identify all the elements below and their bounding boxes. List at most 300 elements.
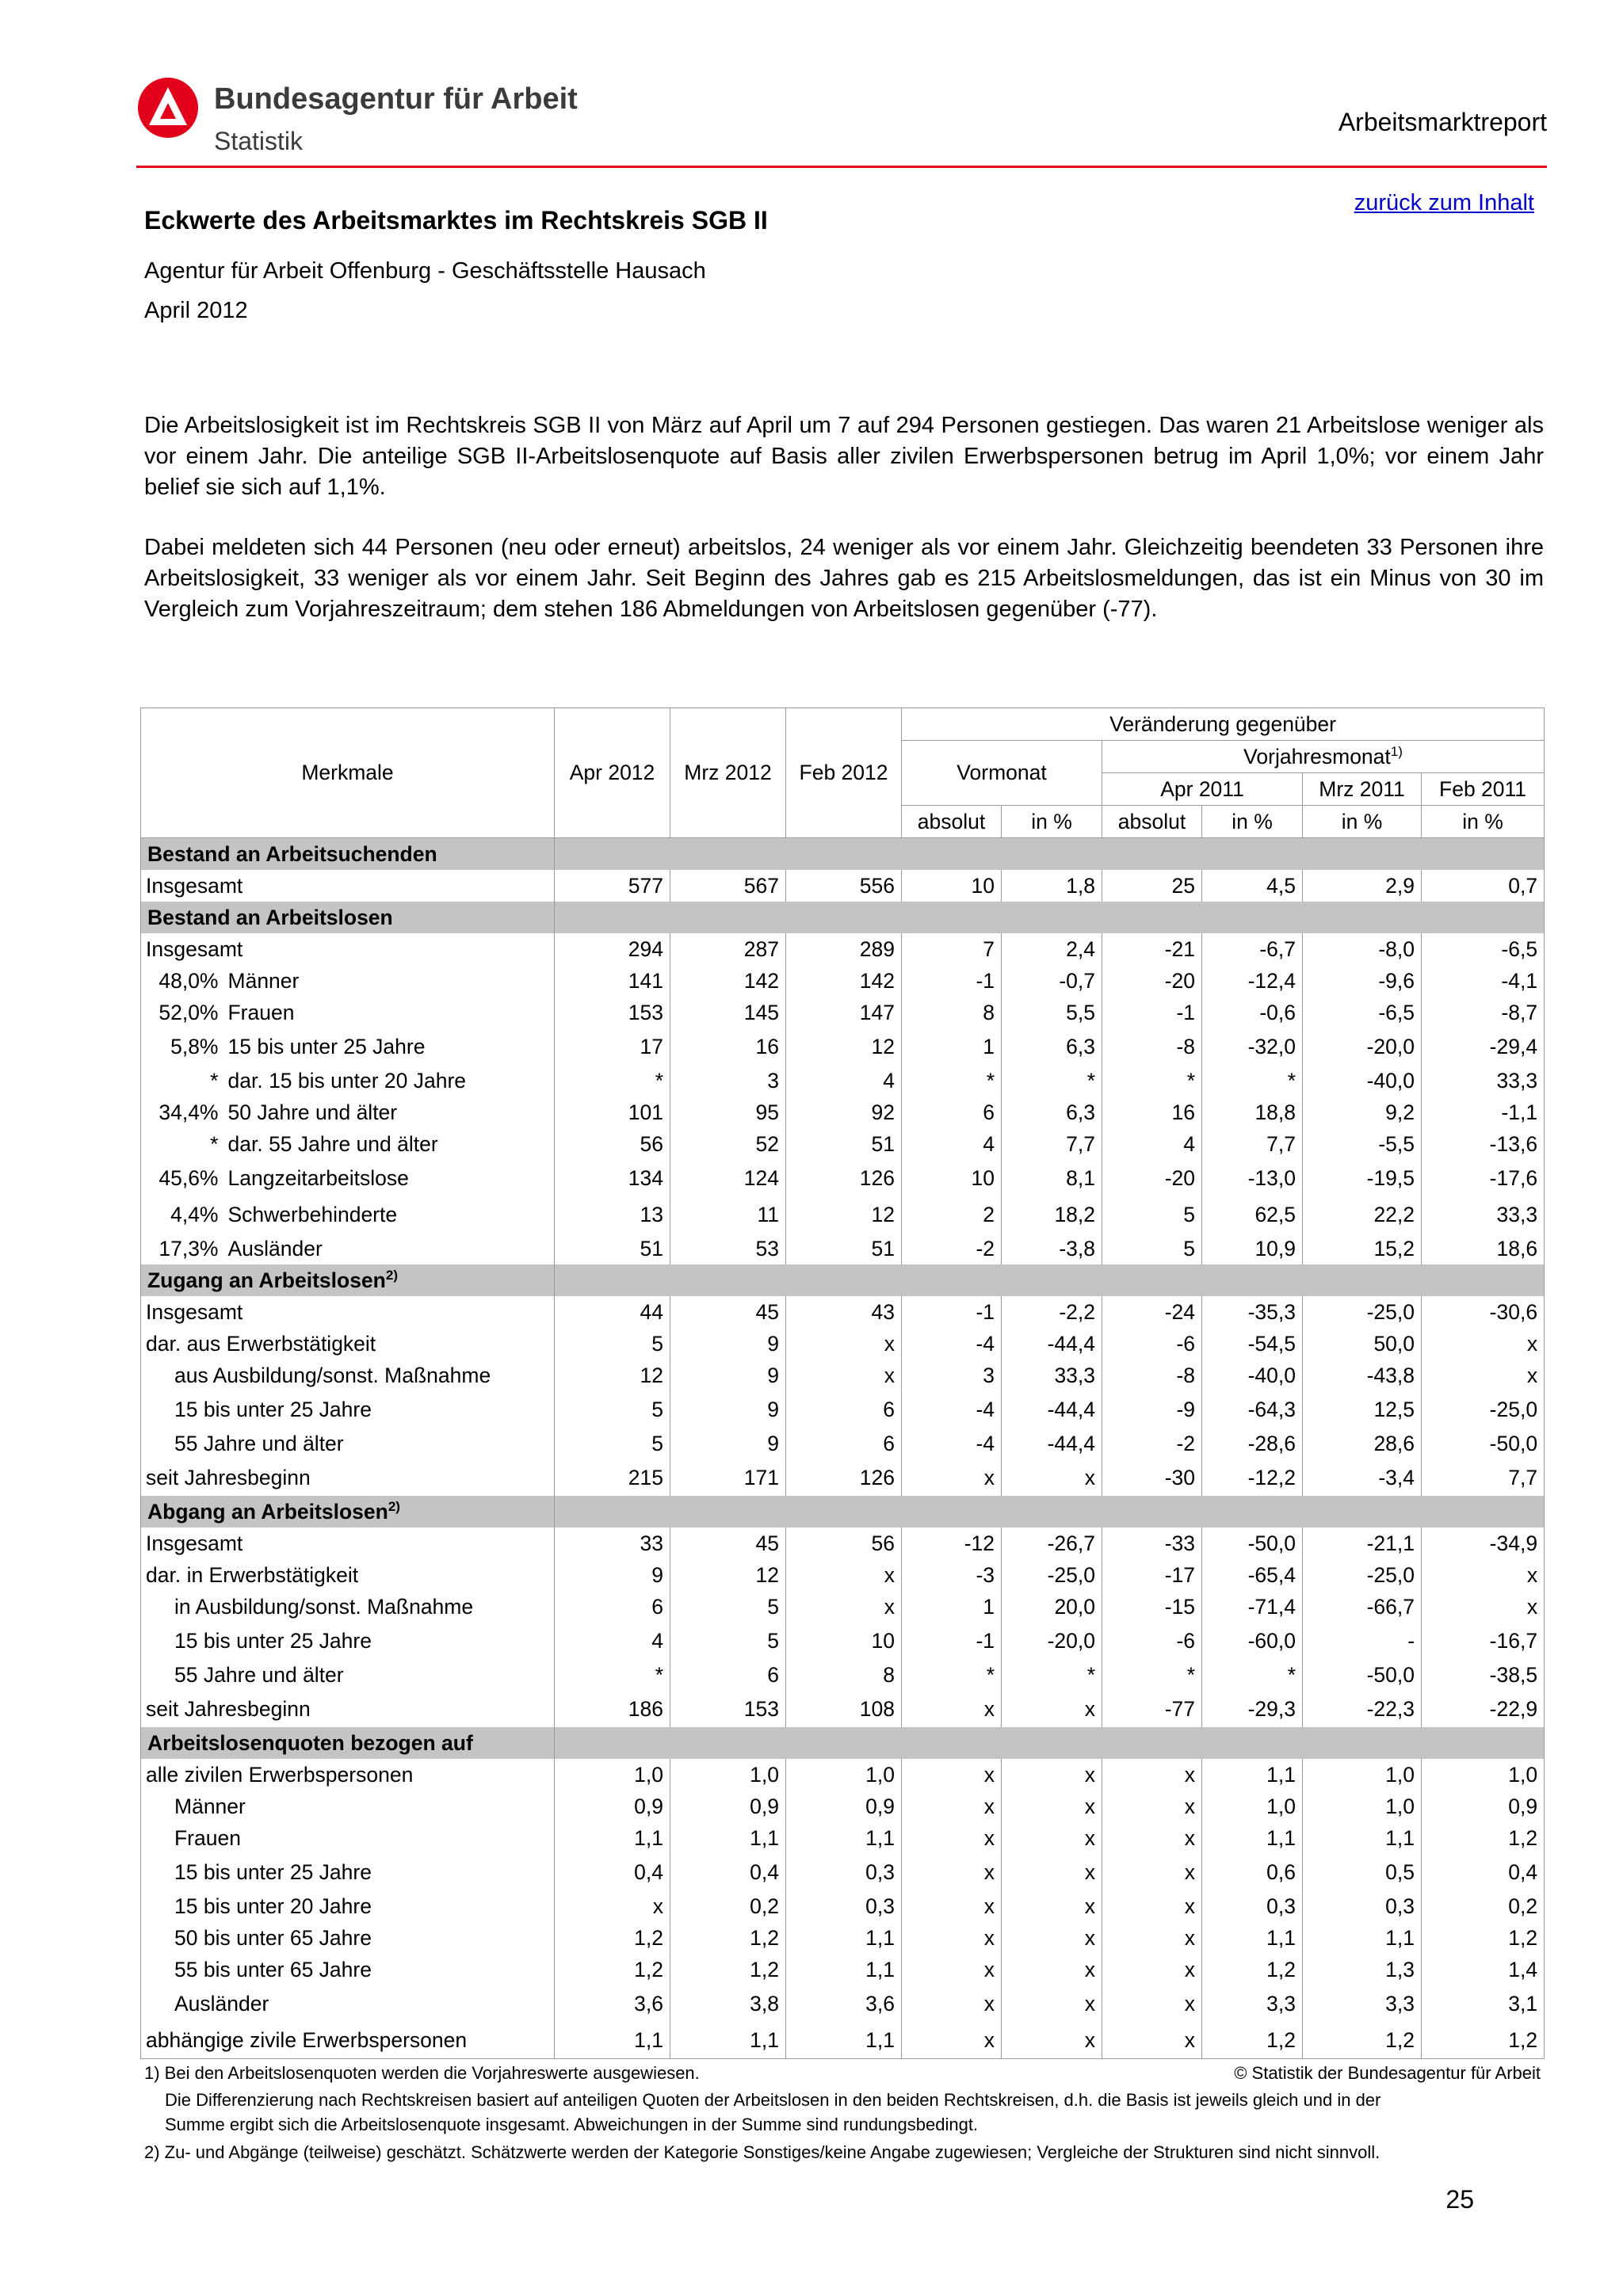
table-row: [141, 1097, 1545, 1128]
table-cell: 8: [902, 997, 1002, 1028]
row-label: dar. 55 Jahre und älter: [222, 1128, 555, 1160]
table-cell: 1,0: [670, 1759, 786, 1791]
table-cell: -8: [1102, 1360, 1202, 1391]
header-inpct-vormonat: in %: [1002, 806, 1102, 838]
table-cell: 0,4: [555, 1854, 670, 1890]
table-cell: 5,5: [1002, 997, 1102, 1028]
table-cell: 16: [670, 1028, 786, 1065]
table-cell: x: [786, 1360, 902, 1391]
table-cell: 28,6: [1303, 1428, 1422, 1459]
table-cell: 134: [555, 1160, 670, 1196]
table-cell: -40,0: [1202, 1360, 1303, 1391]
share-percent: 48,0%: [141, 965, 222, 997]
table-cell: -25,0: [1303, 1559, 1422, 1591]
table-cell: 1,0: [1303, 1791, 1422, 1822]
table-cell: x: [1002, 1985, 1102, 2022]
table-cell: x: [902, 1822, 1002, 1854]
table-cell: 4: [786, 1065, 902, 1097]
table-cell: 556: [786, 870, 902, 902]
section-fill: [555, 838, 1545, 871]
table-cell: -4: [902, 1428, 1002, 1459]
table-cell: -9,6: [1303, 965, 1422, 997]
table-cell: -16,7: [1422, 1623, 1545, 1659]
table-cell: -2: [1102, 1428, 1202, 1459]
table-cell: 5: [555, 1391, 670, 1428]
table-cell: -1: [902, 965, 1002, 997]
header-inpct-mrz: in %: [1303, 806, 1422, 838]
table-cell: 5: [1102, 1196, 1202, 1233]
table-cell: 8,1: [1002, 1160, 1102, 1196]
table-cell: 18,8: [1202, 1097, 1303, 1128]
table-cell: 4: [902, 1128, 1002, 1160]
table-cell: x: [1102, 1822, 1202, 1854]
table-cell: 1,2: [1422, 1922, 1545, 1954]
row-label: Männer: [141, 1791, 555, 1822]
table-cell: -24: [1102, 1296, 1202, 1328]
row-label: Frauen: [222, 997, 555, 1028]
table-cell: 1: [902, 1028, 1002, 1065]
table-row: [141, 1128, 1545, 1160]
table-cell: -15: [1102, 1591, 1202, 1623]
table-cell: x: [1422, 1591, 1545, 1623]
table-cell: 12: [786, 1028, 902, 1065]
table-cell: -25,0: [1422, 1391, 1545, 1428]
table-cell: -6: [1102, 1328, 1202, 1360]
table-cell: 0,2: [670, 1890, 786, 1922]
table-cell: 9: [670, 1391, 786, 1428]
table-cell: 11: [670, 1196, 786, 1233]
table-cell: -4,1: [1422, 965, 1545, 997]
section-fill: [555, 1727, 1545, 1759]
table-cell: 141: [555, 965, 670, 997]
table-cell: 2,4: [1002, 933, 1102, 965]
table-cell: 53: [670, 1233, 786, 1264]
row-label: 55 Jahre und älter: [141, 1428, 555, 1459]
table-cell: x: [902, 1985, 1002, 2022]
table-cell: *: [1102, 1659, 1202, 1691]
table-row: [141, 1791, 1545, 1822]
table-cell: 10: [902, 1160, 1002, 1196]
row-label: Insgesamt: [141, 933, 555, 965]
table-cell: x: [902, 1954, 1002, 1985]
table-cell: 1,0: [786, 1759, 902, 1791]
section-fill: [555, 1496, 1545, 1527]
table-cell: -20: [1102, 965, 1202, 997]
section-label: Bestand an Arbeitslosen: [141, 902, 555, 933]
table-cell: 567: [670, 870, 786, 902]
header-veraenderung: Veränderung gegenüber: [902, 708, 1545, 741]
table-cell: 12: [786, 1196, 902, 1233]
row-label: Frauen: [141, 1822, 555, 1854]
table-row: [141, 1196, 1545, 1233]
table-row: [141, 1391, 1545, 1428]
row-label: 50 bis unter 65 Jahre: [141, 1922, 555, 1954]
table-cell: x: [1102, 1954, 1202, 1985]
table-row: [141, 1065, 1545, 1097]
table-cell: -8,7: [1422, 997, 1545, 1028]
table-cell: x: [786, 1559, 902, 1591]
table-cell: *: [555, 1659, 670, 1691]
table-cell: x: [1002, 1954, 1102, 1985]
table-cell: 0,4: [670, 1854, 786, 1890]
section-header-row: [141, 838, 1545, 871]
table-cell: -4: [902, 1391, 1002, 1428]
share-percent: *: [141, 1128, 222, 1160]
section-fill: [555, 902, 1545, 933]
table-cell: -0,7: [1002, 965, 1102, 997]
table-row: [141, 1328, 1545, 1360]
table-row: [141, 997, 1545, 1028]
table-cell: x: [902, 1922, 1002, 1954]
table-cell: -17,6: [1422, 1160, 1545, 1196]
table-cell: -13,0: [1202, 1160, 1303, 1196]
table-cell: 0,6: [1202, 1854, 1303, 1890]
table-cell: 1,2: [1422, 1822, 1545, 1854]
table-row: [141, 1623, 1545, 1659]
table-cell: 171: [670, 1459, 786, 1496]
header-inpct-vorjahr: in %: [1202, 806, 1303, 838]
table-row: [141, 1854, 1545, 1890]
table-cell: 3,3: [1303, 1985, 1422, 2022]
table-cell: -1,1: [1422, 1097, 1545, 1128]
table-cell: -21: [1102, 933, 1202, 965]
table-cell: -25,0: [1303, 1296, 1422, 1328]
table-cell: 1,1: [1303, 1822, 1422, 1854]
table-row: [141, 870, 1545, 902]
back-to-contents-link[interactable]: zurück zum Inhalt: [1354, 190, 1534, 215]
table-cell: 9: [670, 1360, 786, 1391]
table-cell: -60,0: [1202, 1623, 1303, 1659]
header-absolut-vormonat: absolut: [902, 806, 1002, 838]
table-cell: -65,4: [1202, 1559, 1303, 1591]
row-label: abhängige zivile Erwerbspersonen: [141, 2022, 555, 2059]
footnote-1-line-3: Summe ergibt sich die Arbeitslosenquote insgesamt. Abweichungen in der Summe sind rundungsbedingt.: [165, 2115, 979, 2134]
table-cell: -22,3: [1303, 1691, 1422, 1727]
table-cell: 62,5: [1202, 1196, 1303, 1233]
table-cell: x: [555, 1890, 670, 1922]
report-period: April 2012: [144, 298, 248, 323]
table-cell: -22,9: [1422, 1691, 1545, 1727]
table-cell: x: [1002, 1759, 1102, 1791]
table-row: [141, 1559, 1545, 1591]
table-cell: 142: [670, 965, 786, 997]
table-cell: -0,6: [1202, 997, 1303, 1028]
table-cell: 25: [1102, 870, 1202, 902]
table-cell: 124: [670, 1160, 786, 1196]
table-cell: x: [1002, 2022, 1102, 2059]
table-body: [141, 838, 1545, 2059]
ba-logo-icon: [136, 76, 200, 139]
table-row: [141, 1985, 1545, 2022]
table-cell: 1,1: [1202, 1922, 1303, 1954]
table-cell: 4: [555, 1623, 670, 1659]
table-cell: 6: [786, 1391, 902, 1428]
table-cell: 12: [555, 1360, 670, 1391]
row-label: dar. aus Erwerbstätigkeit: [141, 1328, 555, 1360]
table-cell: x: [1002, 1922, 1102, 1954]
table-cell: -44,4: [1002, 1428, 1102, 1459]
table-cell: 5: [670, 1591, 786, 1623]
table-cell: 5: [555, 1328, 670, 1360]
row-label: 55 bis unter 65 Jahre: [141, 1954, 555, 1985]
key-figures-table: [140, 707, 1545, 2059]
section-label: Arbeitslosenquoten bezogen auf: [141, 1727, 555, 1759]
table-cell: 1,1: [786, 2022, 902, 2059]
table-cell: 1,0: [1422, 1759, 1545, 1791]
header-feb-2012: Feb 2012: [786, 708, 902, 838]
table-cell: -3: [902, 1559, 1002, 1591]
table-cell: -1: [902, 1296, 1002, 1328]
row-label: 15 bis unter 25 Jahre: [141, 1391, 555, 1428]
table-cell: x: [1002, 1854, 1102, 1890]
table-cell: 33,3: [1422, 1196, 1545, 1233]
row-label: dar. in Erwerbstätigkeit: [141, 1559, 555, 1591]
table-cell: 147: [786, 997, 902, 1028]
section-header-row: [141, 1264, 1545, 1296]
table-cell: 1: [902, 1591, 1002, 1623]
page-number: 25: [1445, 2185, 1474, 2214]
share-percent: 34,4%: [141, 1097, 222, 1128]
table-cell: -66,7: [1303, 1591, 1422, 1623]
table-cell: 1,2: [1202, 2022, 1303, 2059]
table-row: [141, 1428, 1545, 1459]
table-cell: 1,0: [1303, 1759, 1422, 1791]
table-cell: 2: [902, 1196, 1002, 1233]
table-cell: 12,5: [1303, 1391, 1422, 1428]
table-cell: -50,0: [1303, 1659, 1422, 1691]
table-row: [141, 1591, 1545, 1623]
table-cell: 0,9: [786, 1791, 902, 1822]
table-row: [141, 1527, 1545, 1559]
table-cell: 1,1: [786, 1922, 902, 1954]
table-cell: x: [1002, 1459, 1102, 1496]
header-mrz-2012: Mrz 2012: [670, 708, 786, 838]
row-label: seit Jahresbeginn: [141, 1691, 555, 1727]
table-cell: 18,6: [1422, 1233, 1545, 1264]
table-cell: 294: [555, 933, 670, 965]
table-cell: 9,2: [1303, 1097, 1422, 1128]
table-cell: -2,2: [1002, 1296, 1102, 1328]
table-cell: 6,3: [1002, 1097, 1102, 1128]
table-cell: 153: [670, 1691, 786, 1727]
summary-paragraph-2: Dabei meldeten sich 44 Personen (neu oder erneut) arbeitslos, 24 weniger als vor einem Jahr. Gleichzeitig beendeten 33 Personen ihre Arbeitslosigkeit, 33 weniger als vor einem Jahr. Seit Beginn des Jahres gab es 215 Arbeitslosmeldungen, das ist ein Minus von 30 im Vergleich zum Vorjahreszeitraum; dem stehen 186 Abmeldungen von Arbeitslosen gegenüber (-77).: [144, 535, 1544, 622]
table-cell: x: [1102, 1854, 1202, 1890]
table-cell: 7: [902, 933, 1002, 965]
table-cell: 1,1: [786, 1822, 902, 1854]
table-cell: *: [902, 1659, 1002, 1691]
row-label: Insgesamt: [141, 1527, 555, 1559]
table-cell: x: [902, 1791, 1002, 1822]
table-cell: -8,0: [1303, 933, 1422, 965]
report-name: Arbeitsmarktreport: [1338, 108, 1547, 136]
header-divider: [136, 166, 1547, 168]
table-cell: 7,7: [1202, 1128, 1303, 1160]
section-label: Zugang an Arbeitslosen$^{2)}$: [141, 1264, 555, 1296]
table-cell: 6: [670, 1659, 786, 1691]
table-cell: 17: [555, 1028, 670, 1065]
table-cell: 215: [555, 1459, 670, 1496]
table-cell: -3,8: [1002, 1233, 1102, 1264]
table-cell: 0,3: [786, 1890, 902, 1922]
table-cell: 56: [786, 1527, 902, 1559]
row-label: 55 Jahre und älter: [141, 1659, 555, 1691]
row-label: Ausländer: [141, 1985, 555, 2022]
header-feb-2011: Feb 2011: [1422, 773, 1545, 806]
table-cell: *: [1102, 1065, 1202, 1097]
table-cell: 20,0: [1002, 1591, 1102, 1623]
table-cell: -6,7: [1202, 933, 1303, 965]
table-cell: 126: [786, 1160, 902, 1196]
share-percent: 17,3%: [141, 1233, 222, 1264]
table-cell: 153: [555, 997, 670, 1028]
header-vormonat: Vormonat: [902, 741, 1102, 806]
table-cell: 0,9: [555, 1791, 670, 1822]
table-cell: 51: [786, 1233, 902, 1264]
table-cell: 6: [786, 1428, 902, 1459]
table-row: [141, 1233, 1545, 1264]
table-cell: -1: [902, 1623, 1002, 1659]
table-cell: -30: [1102, 1459, 1202, 1496]
table-cell: -3,4: [1303, 1459, 1422, 1496]
table-cell: x: [1102, 1985, 1202, 2022]
table-cell: -28,6: [1202, 1428, 1303, 1459]
table-cell: -50,0: [1422, 1428, 1545, 1459]
header-merkmale: Merkmale: [141, 708, 555, 838]
table-cell: -54,5: [1202, 1328, 1303, 1360]
table-cell: 45: [670, 1527, 786, 1559]
table-cell: -50,0: [1202, 1527, 1303, 1559]
table-cell: 16: [1102, 1097, 1202, 1128]
table-cell: 3: [670, 1065, 786, 1097]
table-cell: -6,5: [1303, 997, 1422, 1028]
table-row: [141, 1954, 1545, 1985]
table-cell: 7,7: [1422, 1459, 1545, 1496]
footnote-2: 2) Zu- und Abgänge (teilweise) geschätzt. Schätzwerte werden der Kategorie Sonstiges/keine Angabe zugewiesen; Vergleiche der Strukturen sind nicht sinnvoll.: [144, 2142, 1381, 2162]
share-percent: 52,0%: [141, 997, 222, 1028]
table-cell: *: [1202, 1659, 1303, 1691]
table-cell: *: [1002, 1659, 1102, 1691]
table-cell: 56: [555, 1128, 670, 1160]
table-cell: 1,1: [670, 1822, 786, 1854]
table-cell: 1,0: [555, 1759, 670, 1791]
share-percent: 4,4%: [141, 1196, 222, 1233]
table-cell: *: [902, 1065, 1002, 1097]
table-cell: -25,0: [1002, 1559, 1102, 1591]
header-vorjahresmonat: Vorjahresmonat$^{1)}$: [1102, 741, 1545, 773]
table-cell: 0,7: [1422, 870, 1545, 902]
table-cell: 1,1: [1202, 1759, 1303, 1791]
table-cell: -12,2: [1202, 1459, 1303, 1496]
table-cell: 6: [555, 1591, 670, 1623]
table-cell: 3,1: [1422, 1985, 1545, 2022]
table-cell: 1,2: [555, 1954, 670, 1985]
table-cell: 0,4: [1422, 1854, 1545, 1890]
table-cell: 1,1: [555, 2022, 670, 2059]
row-label: Insgesamt: [141, 870, 555, 902]
row-label: 15 bis unter 25 Jahre: [222, 1028, 555, 1065]
table-cell: 577: [555, 870, 670, 902]
table-cell: 44: [555, 1296, 670, 1328]
table-cell: 33,3: [1422, 1065, 1545, 1097]
row-label: 15 bis unter 20 Jahre: [141, 1890, 555, 1922]
table-cell: -13,6: [1422, 1128, 1545, 1160]
table-cell: -40,0: [1303, 1065, 1422, 1097]
table-cell: 4,5: [1202, 870, 1303, 902]
table-cell: x: [1002, 1791, 1102, 1822]
table-cell: -17: [1102, 1559, 1202, 1591]
table-row: [141, 1659, 1545, 1691]
table-cell: 126: [786, 1459, 902, 1496]
table-cell: 9: [670, 1428, 786, 1459]
table-cell: 0,5: [1303, 1854, 1422, 1890]
table-cell: -30,6: [1422, 1296, 1545, 1328]
table-cell: x: [1102, 1759, 1202, 1791]
table-cell: 1,0: [1202, 1791, 1303, 1822]
table-cell: 33,3: [1002, 1360, 1102, 1391]
table-cell: 8: [786, 1659, 902, 1691]
header-apr-2012: Apr 2012: [555, 708, 670, 838]
table-cell: -44,4: [1002, 1391, 1102, 1428]
table-cell: 13: [555, 1196, 670, 1233]
table-cell: 2,9: [1303, 870, 1422, 902]
row-label: Langzeitarbeitslose: [222, 1160, 555, 1196]
table-cell: 0,3: [1202, 1890, 1303, 1922]
table-cell: -34,9: [1422, 1527, 1545, 1559]
section-label: Abgang an Arbeitslosen$^{2)}$: [141, 1496, 555, 1527]
row-label: seit Jahresbeginn: [141, 1459, 555, 1496]
table-cell: 145: [670, 997, 786, 1028]
table-cell: x: [786, 1328, 902, 1360]
table-cell: -9: [1102, 1391, 1202, 1428]
table-row: [141, 1160, 1545, 1196]
table-row: [141, 1459, 1545, 1496]
table-cell: 5: [670, 1623, 786, 1659]
table-cell: 51: [786, 1128, 902, 1160]
table-cell: 1,2: [1303, 2022, 1422, 2059]
table-cell: 51: [555, 1233, 670, 1264]
section-header-row: [141, 1496, 1545, 1527]
table-cell: 7,7: [1002, 1128, 1102, 1160]
table-cell: 289: [786, 933, 902, 965]
table-cell: 12: [670, 1559, 786, 1591]
table-cell: x: [1102, 2022, 1202, 2059]
table-cell: 18,2: [1002, 1196, 1102, 1233]
table-cell: -43,8: [1303, 1360, 1422, 1391]
table-cell: x: [902, 1459, 1002, 1496]
table-row: [141, 2022, 1545, 2059]
table-cell: 108: [786, 1691, 902, 1727]
table-cell: -5,5: [1303, 1128, 1422, 1160]
table-cell: -1: [1102, 997, 1202, 1028]
header-absolut-vorjahr: absolut: [1102, 806, 1202, 838]
table-cell: 1,1: [1202, 1822, 1303, 1854]
table-cell: 3,6: [555, 1985, 670, 2022]
table-cell: -6,5: [1422, 933, 1545, 965]
header-apr-2011: Apr 2011: [1102, 773, 1303, 806]
table-row: [141, 1922, 1545, 1954]
table-cell: -19,5: [1303, 1160, 1422, 1196]
share-percent: 45,6%: [141, 1160, 222, 1196]
table-row: [141, 1822, 1545, 1854]
table-cell: 6: [902, 1097, 1002, 1128]
table-cell: x: [902, 1890, 1002, 1922]
table-cell: 3,8: [670, 1985, 786, 2022]
org-name: Bundesagentur für Arbeit: [214, 82, 578, 116]
table-cell: 287: [670, 933, 786, 965]
table-cell: -32,0: [1202, 1028, 1303, 1065]
table-cell: x: [902, 1854, 1002, 1890]
table-cell: 4: [1102, 1128, 1202, 1160]
